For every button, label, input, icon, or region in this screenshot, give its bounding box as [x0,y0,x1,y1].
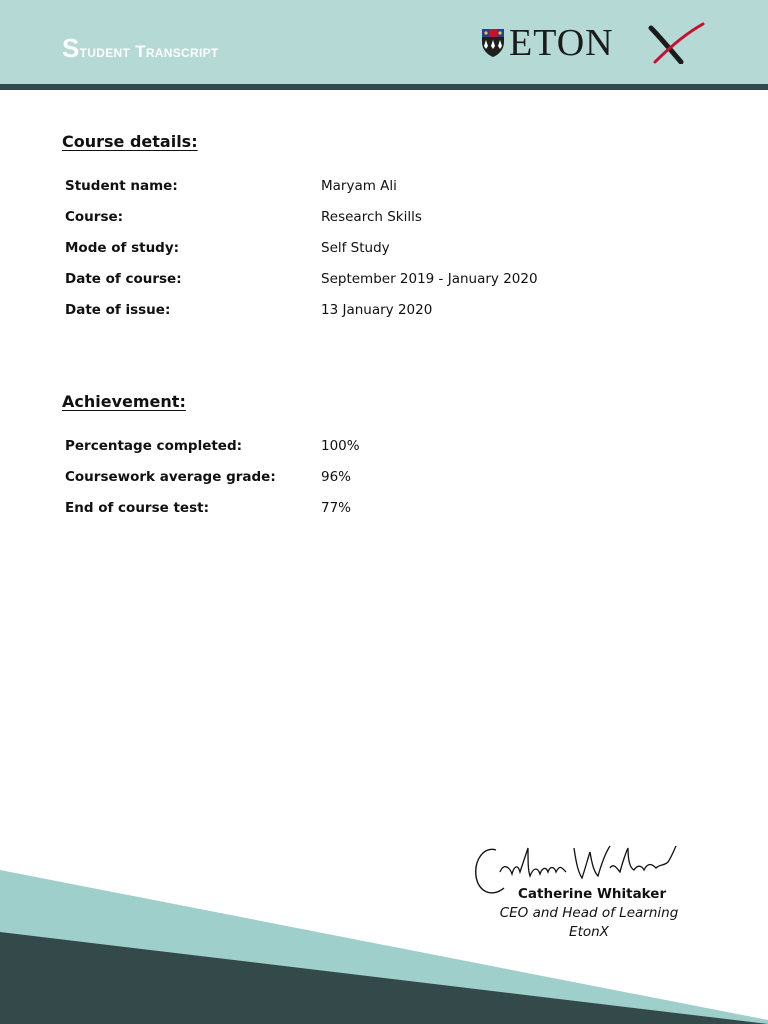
detail-value: 13 January 2020 [321,302,433,318]
signature-block [470,842,700,952]
detail-label: Student name: [65,178,178,194]
achievement-row [65,438,705,458]
crest-icon [481,28,505,58]
detail-label: Date of course: [65,271,182,287]
achievement-label: Percentage completed: [65,438,243,454]
detail-row [65,178,705,198]
achievement-row [65,469,705,489]
achievement-value: 96% [321,469,352,485]
detail-label: Course: [65,209,124,225]
detail-value: September 2019 - January 2020 [321,271,538,287]
page-title: Student Transcript [62,33,219,63]
course-details-heading: Course details: [62,132,198,151]
detail-label: Mode of study: [65,240,180,256]
achievement-value: 100% [321,438,360,454]
detail-value: Self Study [321,240,390,256]
achievement-label: Coursework average grade: [65,469,276,485]
header-rule [0,84,768,90]
detail-row [65,240,705,260]
signatory-role: CEO and Head of Learning [499,905,679,921]
achievement-heading: Achievement: [62,392,186,411]
achievement-row [65,500,705,520]
detail-value: Research Skills [321,209,422,225]
signatory-organisation: EtonX [569,924,609,940]
detail-label: Date of issue: [65,302,171,318]
detail-row [65,271,705,291]
etonx-logo [481,20,707,66]
logo-x-mark [647,22,707,64]
achievement-label: End of course test: [65,500,209,516]
signatory-name: Catherine Whitaker [518,886,667,902]
detail-row [65,209,705,229]
logo-wordmark: ETON [509,22,614,64]
detail-value: Maryam Ali [321,178,397,194]
achievement-value: 77% [321,500,352,516]
detail-row [65,302,705,322]
header-band [0,0,768,84]
